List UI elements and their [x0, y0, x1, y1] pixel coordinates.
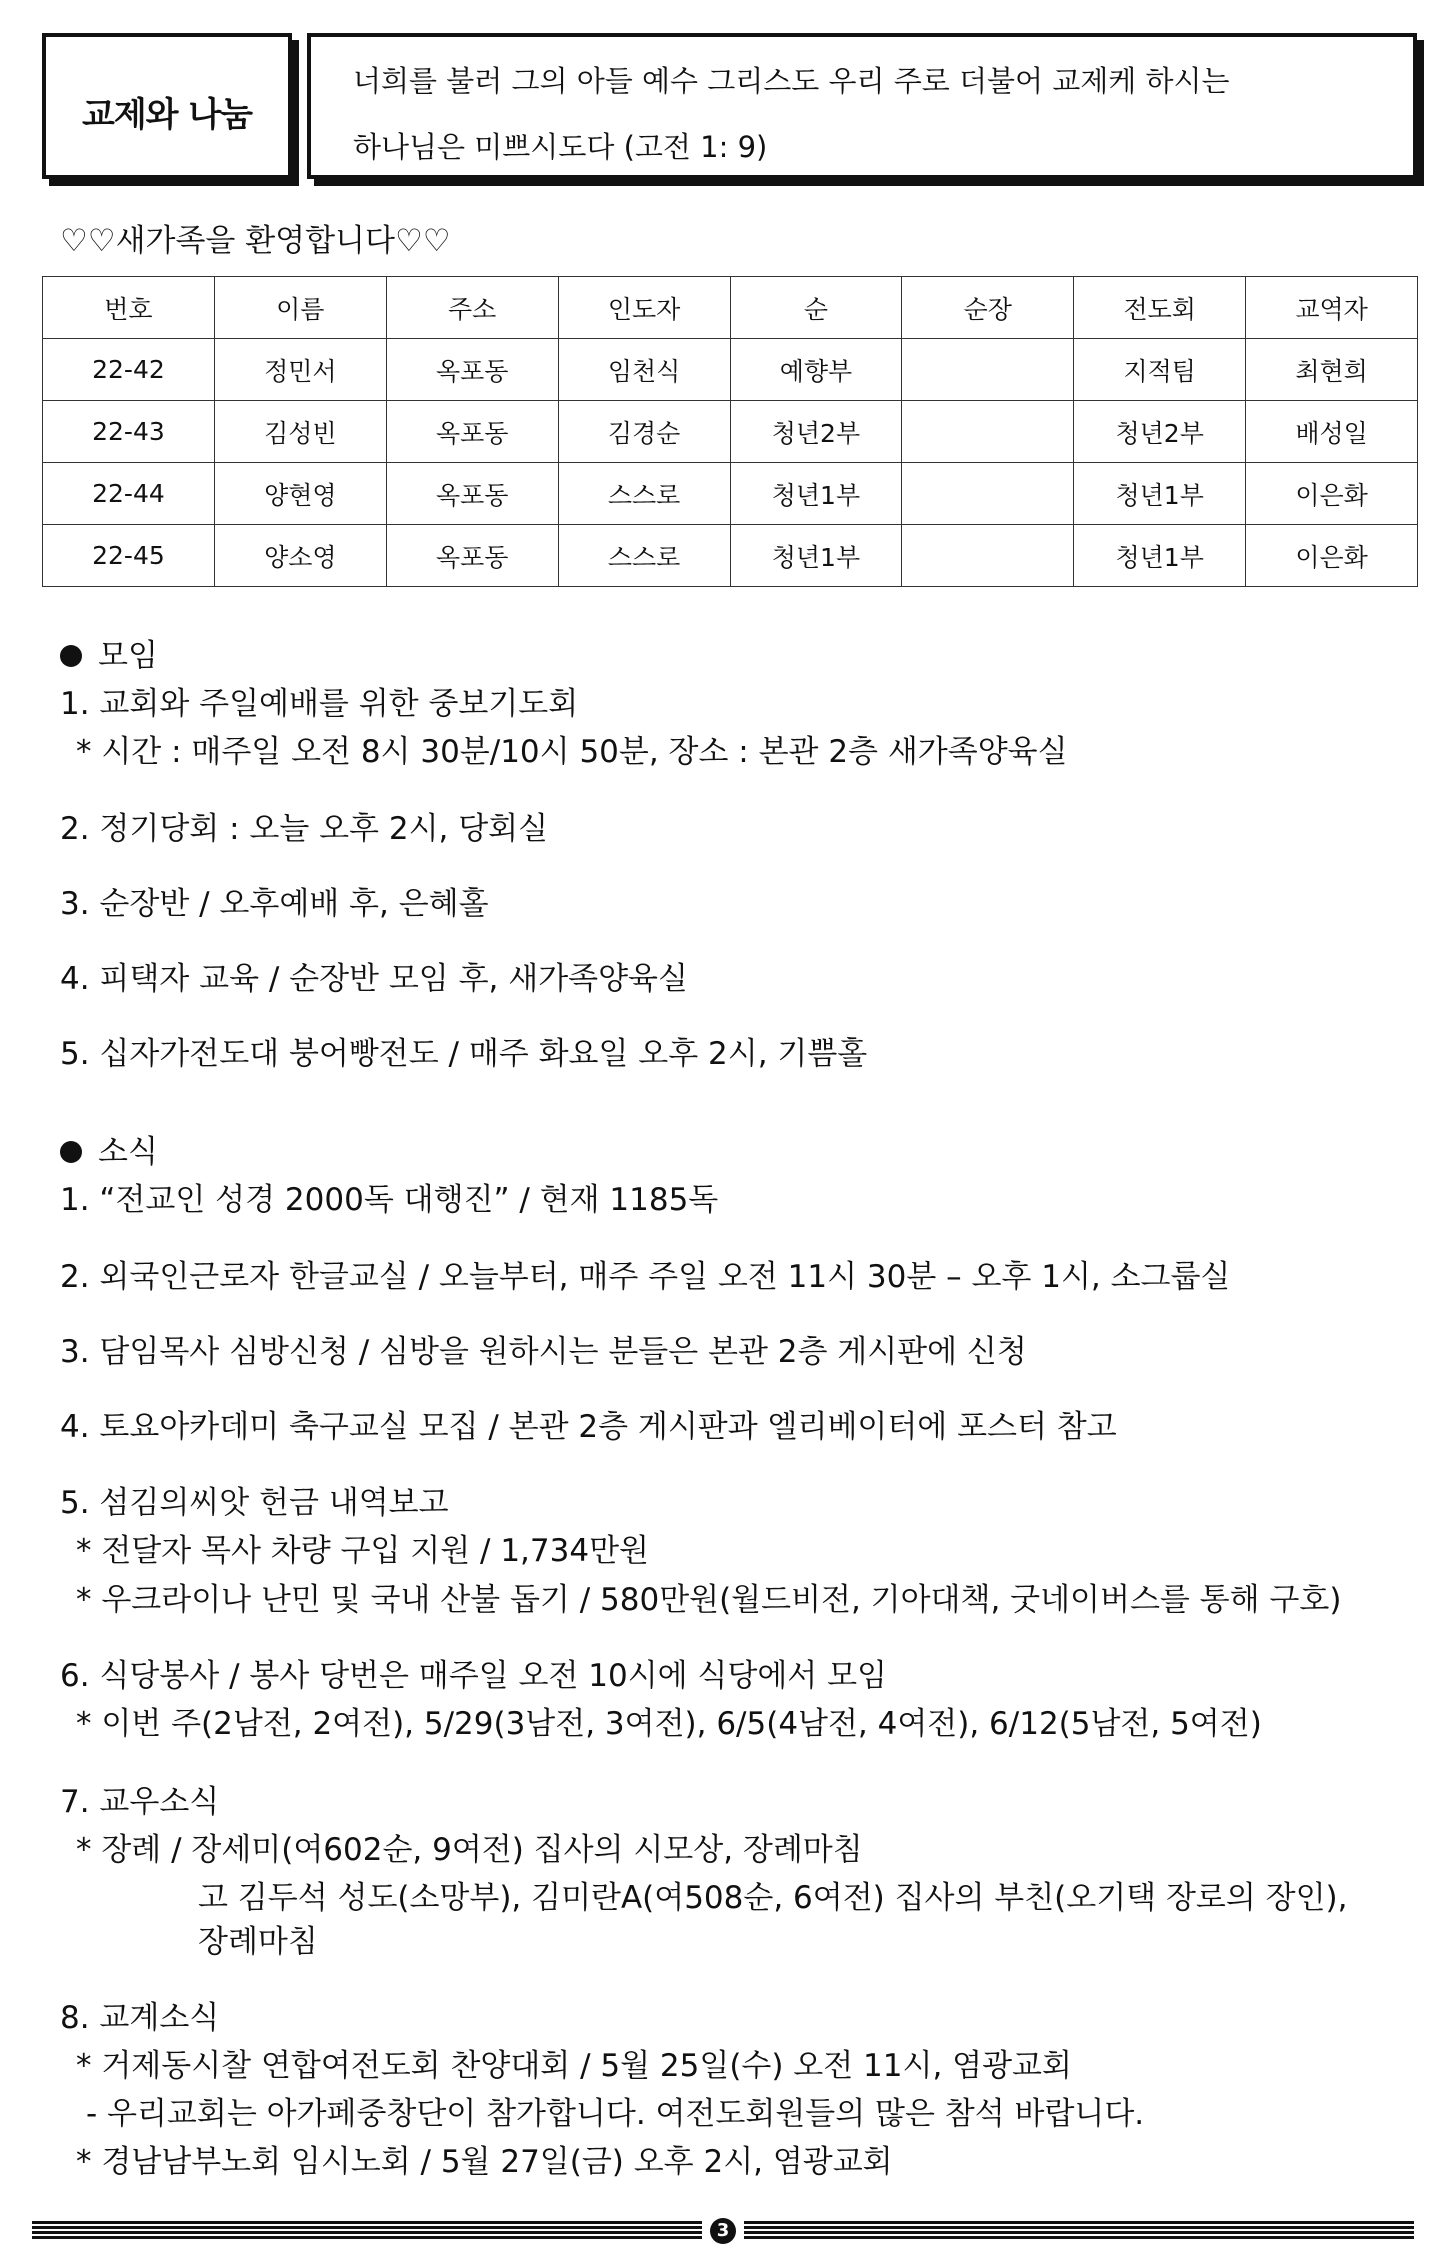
bullet-dot-icon — [60, 645, 82, 667]
meeting-item: 1. 교회와 주일예배를 위한 중보기도회 — [60, 686, 579, 722]
meeting-item: 2. 정기당회 : 오늘 오후 2시, 당회실 — [60, 811, 549, 847]
column-header: 순장 — [902, 277, 1074, 339]
meeting-item: 5. 십자가전도대 붕어빵전도 / 매주 화요일 오후 2시, 기쁨홀 — [60, 1036, 868, 1072]
footer-rule — [744, 2221, 1414, 2241]
table-row — [43, 525, 1418, 587]
welcome-title: ♡♡새가족을 환영합니다♡♡ — [60, 223, 451, 259]
table-cell: 예향부 — [730, 339, 902, 401]
column-header: 교역자 — [1246, 277, 1418, 339]
meetings-heading — [60, 630, 158, 675]
column-header: 번호 — [43, 277, 215, 339]
table-cell: 이은화 — [1246, 525, 1418, 587]
news-item: 5. 섬김의씨앗 헌금 내역보고 — [60, 1485, 449, 1521]
news-detail: 장례마침 — [198, 1924, 318, 1960]
table-cell: 22-43 — [43, 401, 215, 463]
section-title-box — [42, 33, 292, 179]
table-cell: 22-45 — [43, 525, 215, 587]
new-members-table — [42, 276, 1418, 587]
table-row — [43, 463, 1418, 525]
table-cell: 양현영 — [214, 463, 386, 525]
meeting-item: 4. 피택자 교육 / 순장반 모임 후, 새가족양육실 — [60, 961, 688, 997]
news-item: 6. 식당봉사 / 봉사 당번은 매주일 오전 10시에 식당에서 모임 — [60, 1658, 887, 1694]
section-title: 교제와 나눔 — [81, 95, 253, 135]
table-cell: 옥포동 — [386, 525, 558, 587]
table-cell: 임천식 — [558, 339, 730, 401]
table-cell: 김성빈 — [214, 401, 386, 463]
table-cell: 옥포동 — [386, 463, 558, 525]
table-cell: 22-44 — [43, 463, 215, 525]
table-cell — [902, 401, 1074, 463]
meeting-detail: * 시간 : 매주일 오전 8시 30분/10시 50분, 장소 : 본관 2층 새가족양육실 — [76, 734, 1068, 770]
table-cell: 정민서 — [214, 339, 386, 401]
bullet-dot-icon — [60, 1141, 82, 1163]
news-detail: - 우리교회는 아가페중창단이 참가합니다. 여전도회원들의 많은 참석 바랍니다. — [86, 2096, 1145, 2132]
meeting-item: 3. 순장반 / 오후예배 후, 은혜홀 — [60, 886, 489, 922]
news-item: 1. “전교인 성경 2000독 대행진” / 현재 1185독 — [60, 1182, 719, 1218]
verse-box — [307, 33, 1417, 179]
news-detail: * 경남남부노회 임시노회 / 5월 27일(금) 오후 2시, 염광교회 — [76, 2144, 893, 2180]
table-cell: 청년2부 — [1074, 401, 1246, 463]
table-row — [43, 339, 1418, 401]
column-header: 인도자 — [558, 277, 730, 339]
column-header: 순 — [730, 277, 902, 339]
news-detail: * 우크라이나 난민 및 국내 산불 돕기 / 580만원(월드비전, 기아대책, 굿네이버스를 통해 구호) — [76, 1582, 1342, 1618]
table-cell — [902, 339, 1074, 401]
news-item: 3. 담임목사 심방신청 / 심방을 원하시는 분들은 본관 2층 게시판에 신청 — [60, 1334, 1027, 1370]
column-header: 전도회 — [1074, 277, 1246, 339]
table-cell: 청년1부 — [1074, 525, 1246, 587]
verse-line: 너희를 불러 그의 아들 예수 그리스도 우리 주로 더불어 교제케 하시는 — [353, 64, 1230, 98]
footer-rule — [32, 2221, 702, 2241]
table-cell: 옥포동 — [386, 401, 558, 463]
news-heading — [60, 1126, 158, 1171]
section-heading: 소식 — [98, 1134, 158, 1170]
news-detail: * 이번 주(2남전, 2여전), 5/29(3남전, 3여전), 6/5(4남전, 4여전), 6/12(5남전, 5여전) — [76, 1706, 1262, 1742]
news-detail: 고 김두석 성도(소망부), 김미란A(여508순, 6여전) 집사의 부친(오기택 장로의 장인), — [198, 1880, 1348, 1916]
table-cell: 청년2부 — [730, 401, 902, 463]
news-item: 8. 교계소식 — [60, 2000, 220, 2036]
table-cell: 이은화 — [1246, 463, 1418, 525]
verse-line: 하나님은 미쁘시도다 (고전 1: 9) — [353, 130, 768, 164]
table-cell: 배성일 — [1246, 401, 1418, 463]
table-cell: 양소영 — [214, 525, 386, 587]
column-header: 주소 — [386, 277, 558, 339]
table-cell: 옥포동 — [386, 339, 558, 401]
column-header: 이름 — [214, 277, 386, 339]
table-cell: 청년1부 — [730, 463, 902, 525]
news-detail: * 장례 / 장세미(여602순, 9여전) 집사의 시모상, 장례마침 — [76, 1832, 863, 1868]
table-cell: 청년1부 — [1074, 463, 1246, 525]
page-number: 3 — [710, 2218, 736, 2244]
table-cell — [902, 525, 1074, 587]
table-cell — [902, 463, 1074, 525]
section-heading: 모임 — [98, 638, 158, 674]
table-cell: 김경순 — [558, 401, 730, 463]
news-item: 2. 외국인근로자 한글교실 / 오늘부터, 매주 주일 오전 11시 30분 – 오후 1시, 소그룹실 — [60, 1259, 1231, 1295]
table-row — [43, 401, 1418, 463]
news-item: 7. 교우소식 — [60, 1784, 220, 1820]
table-cell: 지적팀 — [1074, 339, 1246, 401]
news-item: 4. 토요아카데미 축구교실 모집 / 본관 2층 게시판과 엘리베이터에 포스터 참고 — [60, 1409, 1117, 1445]
table-cell: 청년1부 — [730, 525, 902, 587]
news-detail: * 거제동시찰 연합여전도회 찬양대회 / 5월 25일(수) 오전 11시, 염광교회 — [76, 2048, 1072, 2084]
table-cell: 스스로 — [558, 525, 730, 587]
table-cell: 22-42 — [43, 339, 215, 401]
table-cell: 스스로 — [558, 463, 730, 525]
news-detail: * 전달자 목사 차량 구입 지원 / 1,734만원 — [76, 1533, 649, 1569]
table-cell: 최현희 — [1246, 339, 1418, 401]
page-footer — [32, 2218, 1414, 2244]
table-header-row — [43, 277, 1418, 339]
